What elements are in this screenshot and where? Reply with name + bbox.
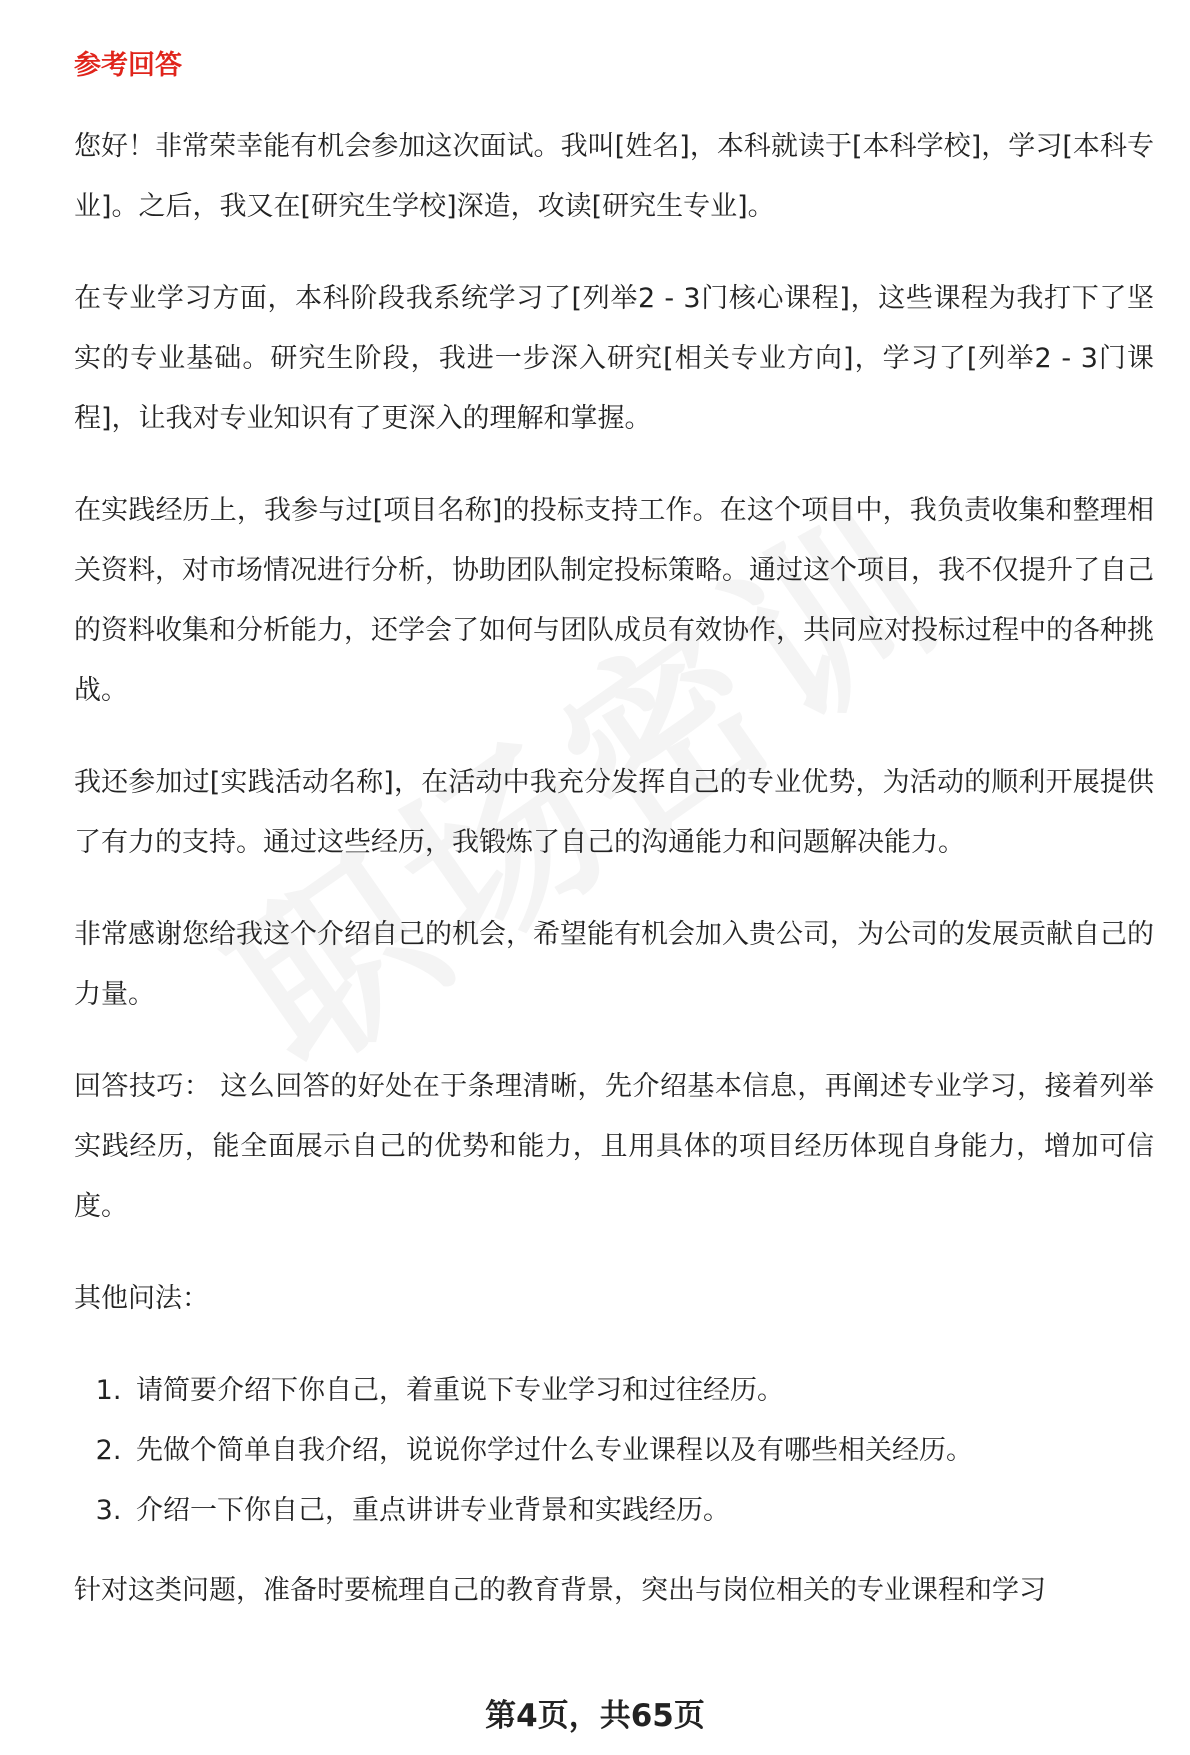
paragraph-thanks: 非常感谢您给我这个介绍自己的机会，希望能有机会加入贵公司，为公司的发展贡献自己的力量。: [74, 919, 1154, 1011]
alt-questions-list: [74, 1361, 1154, 1541]
paragraph-closing: 针对这类问题，准备时要梳理自己的教育背景，突出与岗位相关的专业课程和学习: [74, 1575, 1046, 1607]
page-number: 第4页，共65页: [485, 1698, 705, 1734]
content-area: [74, 48, 1154, 1653]
list-item: 3. 介绍一下你自己，重点讲讲专业背景和实践经历。: [130, 1481, 1154, 1541]
other-questions-heading: 其他问法：: [74, 1283, 209, 1315]
paragraph-practice: 在实践经历上，我参与过[项目名称]的投标支持工作。在这个项目中，我负责收集和整理相关资料，对市场情况进行分析，协助团队制定投标策略。通过这个项目，我不仅提升了自己的资料收集和分析能力，还学会了如何与团队成员有效协作，共同应对投标过程中的各种挑战。: [74, 495, 1154, 707]
paragraph-activity: 我还参加过[实践活动名称]，在活动中我充分发挥自己的专业优势，为活动的顺利开展提供了有力的支持。通过这些经历，我锻炼了自己的沟通能力和问题解决能力。: [74, 767, 1154, 859]
paragraph-intro: 您好！非常荣幸能有机会参加这次面试。我叫[姓名]，本科就读于[本科学校]，学习[本科专业]。之后，我又在[研究生学校]深造，攻读[研究生专业]。: [74, 131, 1154, 223]
paragraph-study: 在专业学习方面，本科阶段我系统学习了[列举2 - 3门核心课程]，这些课程为我打下了坚实的专业基础。研究生阶段，我进一步深入研究[相关专业方向]，学习了[列举2 - 3门课程]，让我对专业知识有了更深入的理解和掌握。: [74, 283, 1154, 435]
paragraph-tips: 回答技巧： 这么回答的好处在于条理清晰，先介绍基本信息，再阐述专业学习，接着列举实践经历，能全面展示自己的优势和能力，且用具体的项目经历体现自身能力，增加可信度。: [74, 1071, 1154, 1223]
list-item: 1. 请简要介绍下你自己，着重说下专业学习和过往经历。: [130, 1361, 1154, 1421]
list-item: 2. 先做个简单自我介绍，说说你学过什么专业课程以及有哪些相关经历。: [130, 1421, 1154, 1481]
section-title: 参考回答: [74, 50, 182, 81]
